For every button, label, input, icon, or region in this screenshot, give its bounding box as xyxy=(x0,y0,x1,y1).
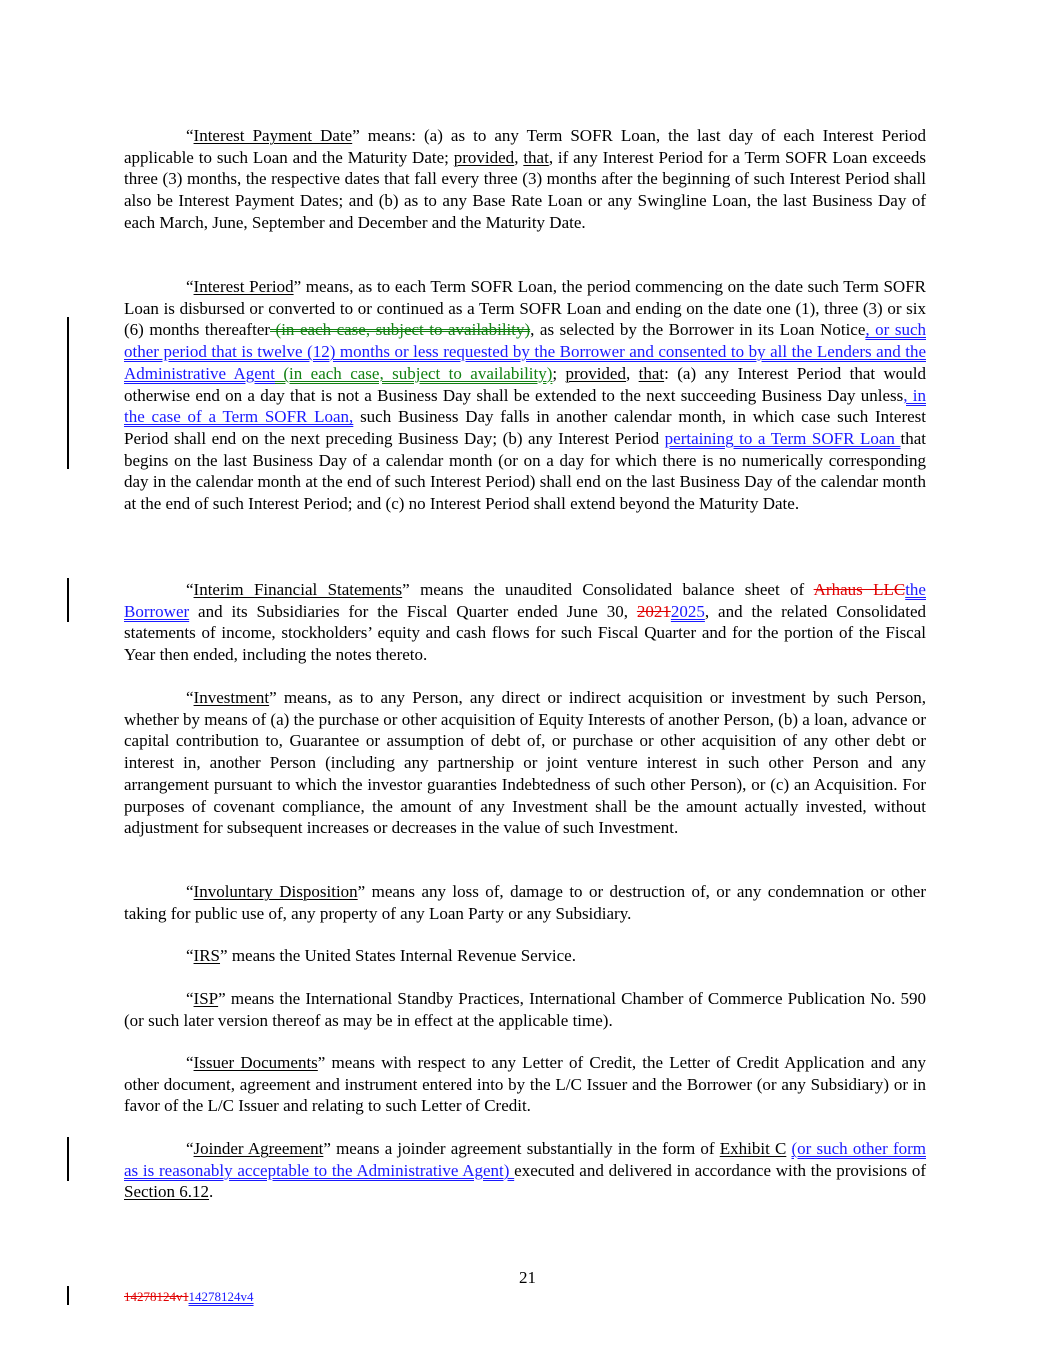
document-id xyxy=(124,1289,254,1305)
defined-term: Interest Period xyxy=(193,277,294,296)
inserted-text: 2025 xyxy=(670,601,705,621)
inserted-text: , or such other period that is twelve (12) months or less requested by the Borrower and consented to by all the Lenders and the Administrative Agent xyxy=(124,320,926,383)
moved-to-text: (in each case, subject to availability) xyxy=(275,363,553,383)
change-bar xyxy=(67,1137,69,1181)
definition-involuntary-disposition: “Involuntary Disposition” means any loss of, damage to or destruction of, or any condemnation or other taking for public use of, any property of any Loan Party or any Subsidiary. xyxy=(124,882,926,923)
definition-issuer-documents: “Issuer Documents” means with respect to any Letter of Credit, the Letter of Credit Application and any other document, agreement and instrument entered into by the L/C Issuer and the Borrower (or any Subsidiary) or in favor of the L/C Issuer and relating to such Letter of Credit. xyxy=(124,1053,926,1116)
definition-isp: “ISP” means the International Standby Practices, International Chamber of Commerce Publication No. 590 (or such later version thereof as may be in effect at the applicable time). xyxy=(124,989,926,1030)
change-bar xyxy=(67,1286,69,1305)
section-reference: Section 6.12 xyxy=(124,1182,209,1202)
inserted-text: (or such other form as is reasonably acceptable to the Administrative Agent) xyxy=(124,1139,926,1180)
definition-irs: “IRS” means the United States Internal Revenue Service. xyxy=(186,946,576,965)
defined-term: Issuer Documents xyxy=(193,1053,318,1072)
defined-term: Interim Financial Statements xyxy=(193,580,403,599)
definition-joinder-agreement: “Joinder Agreement” means a joinder agreement substantially in the form of Exhibit C (or such other form as is reasonably acceptable to the Administrative Agent) executed and delivered in accordance with the provisions of Section 6.12. xyxy=(124,1139,926,1202)
defined-term: Involuntary Disposition xyxy=(193,882,358,901)
inserted-doc-id: 14278124v4 xyxy=(188,1289,254,1304)
change-bar xyxy=(67,578,69,622)
inserted-text: , in the case of a Term SOFR Loan, xyxy=(124,385,926,427)
defined-term: ISP xyxy=(193,989,219,1008)
definition-interest-period: “Interest Period” means, as to each Term SOFR Loan, the period commencing on the date such Term SOFR Loan is disbursed or converted to or continued as a Term SOFR Loan and ending on the date one (1), three (3) or six (6) months thereafter (in each case, subject to availability), as selected by the Borrower in its Loan Notice, or such other period that is twelve (12) months or less requested by the Borrower and consented to by all the Lenders and the Administrative Agent (in each case, subject to availability); provided, that: (a) any Interest Period that would otherwise end on a day that is not a Business Day shall be extended to the next succeeding Business Day unless, in the case of a Term SOFR Loan, such Business Day falls in another calendar month, in which case such Interest Period shall end on the next preceding Business Day; (b) any Interest Period pertaining to a Term SOFR Loan that begins on the last Business Day of a calendar month (or on a day for which there is no numerically corresponding day in the calendar month at the end of such Interest Period) shall end on the last Business Day of the calendar month at the end of such Interest Period; and (c) no Interest Period shall extend beyond the Maturity Date. xyxy=(124,277,927,514)
deleted-text: Arhaus LLC xyxy=(813,580,906,599)
exhibit-reference: Exhibit C xyxy=(719,1139,787,1158)
page-number: 21 xyxy=(519,1268,536,1287)
deleted-doc-id: 14278124v1 xyxy=(124,1289,189,1304)
deleted-text: 2021 xyxy=(636,601,671,621)
definition-investment: “Investment” means, as to any Person, any direct or indirect acquisition or investment by such Person, whether by means of (a) the purchase or other acquisition of Equity Interests of another Person, (b) a loan, advance or capital contribution to, Guarantee or assumption of debt of, or purchase or other acquisition of any other debt or interest in, another Person (including any partnership or joint venture interest in such other Person and any arrangement pursuant to which the investor guaranties Indebtedness of such other Person), or (c) an Acquisition. For purposes of covenant compliance, the amount of any Investment shall be the amount actually invested, without adjustment for subsequent increases or decreases in the value of such Investment. xyxy=(124,688,926,838)
definition-interest-payment-date: “Interest Payment Date” means: (a) as to any Term SOFR Loan, the last day of each Interest Period applicable to such Loan and the Maturity Date; provided, that, if any Interest Period for a Term SOFR Loan exceeds three (3) months, the respective dates that fall every three (3) months after the beginning of such Interest Period shall also be Interest Payment Dates; and (b) as to any Base Rate Loan or any Swingline Loan, the last Business Day of each March, June, September and December and the Maturity Date. xyxy=(124,126,926,232)
inserted-text: pertaining to a Term SOFR Loan xyxy=(664,428,901,448)
definition-interim-financial-statements: “Interim Financial Statements” means the unaudited Consolidated balance sheet of Arhaus LLCthe Borrower and its Subsidiaries for the Fiscal Quarter ended June 30, 20212025, and the related Consolidated statements of income, stockholders’ equity and cash flows for such Fiscal Quarter and for the portion of the Fiscal Year then ended, including the notes thereto. xyxy=(124,580,926,665)
defined-term: Investment xyxy=(193,688,270,707)
change-bar xyxy=(67,317,69,469)
moved-from-text: (in each case, subject to availability) xyxy=(270,320,531,340)
defined-term: Interest Payment Date xyxy=(193,126,353,145)
defined-term: IRS xyxy=(193,946,221,965)
defined-term: Joinder Agreement xyxy=(193,1139,324,1158)
inserted-text: the Borrower xyxy=(124,580,926,621)
